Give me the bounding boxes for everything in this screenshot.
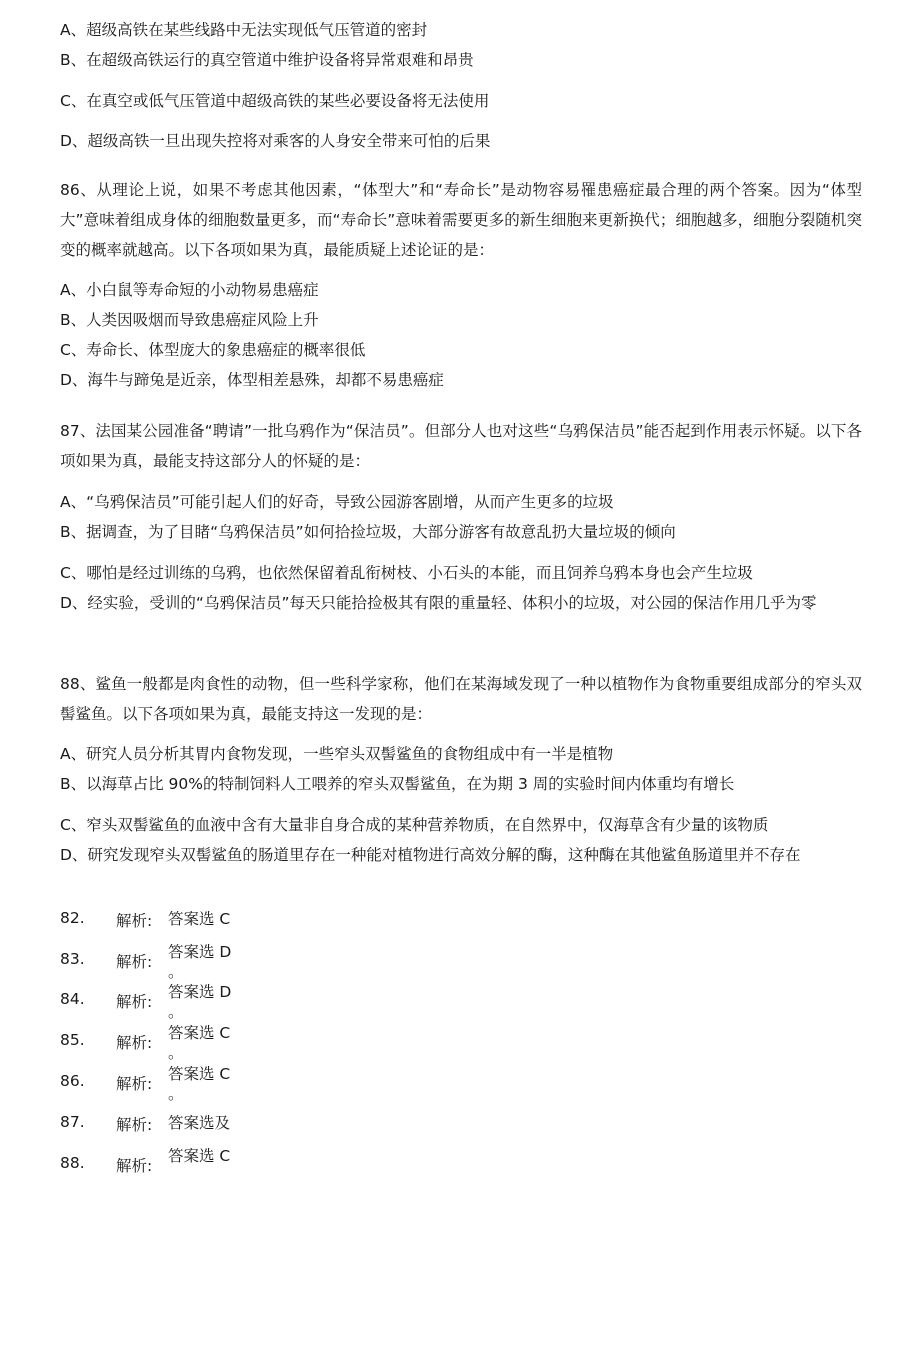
q87-option-c: C、哪怕是经过训练的乌鸦，也依然保留着乱衔树枝、小石头的本能，而且饲养乌鸦本身也会产生垃圾: [60, 564, 753, 582]
q85-option-b: B、在超级高铁运行的真空管道中维护设备将异常艰难和昂贵: [60, 51, 474, 69]
answer-label: 解析:: [116, 912, 153, 930]
answer-row: [60, 1146, 360, 1186]
q86-stem: 86、从理论上说，如果不考虑其他因素，“体型大”和“寿命长”是动物容易罹患癌症最合理的两个答案。因为“体型大”意味着组成身体的细胞数量更多，而“寿命长”意味着需要更多的新生细胞来更新换代；细胞越多，细胞分裂随机突变的概率就越高。以下各项如果为真，最能质疑上述论证的是：: [60, 181, 862, 259]
q86-option-a: A、小白鼠等寿命短的小动物易患癌症: [60, 281, 319, 299]
answer-text: 答案选 C 。: [168, 1024, 231, 1062]
answer-label: 解析:: [116, 953, 153, 971]
answer-row: [60, 1023, 360, 1063]
q86-option-d: D、海牛与蹄兔是近亲，体型相差悬殊，却都不易患癌症: [60, 371, 444, 389]
q88-option-c: C、窄头双髻鲨鱼的血液中含有大量非自身合成的某种营养物质，在自然界中，仅海草含有少量的该物质: [60, 816, 769, 834]
q86-option-c: C、寿命长、体型庞大的象患癌症的概率很低: [60, 341, 366, 359]
answer-row: [60, 942, 360, 982]
answer-row: [60, 901, 360, 941]
answer-label: 解析:: [116, 1075, 153, 1093]
answer-number: 83.: [60, 950, 85, 968]
answer-number: 88.: [60, 1154, 85, 1172]
q87-stem: 87、法国某公园准备“聘请”一批乌鸦作为“保洁员”。但部分人也对这些“乌鸦保洁员”能否起到作用表示怀疑。以下各项如果为真，最能支持这部分人的怀疑的是：: [60, 422, 862, 470]
answer-text: 答案选 C: [168, 1147, 231, 1165]
answer-label: 解析:: [116, 1034, 153, 1052]
q88-option-a: A、研究人员分析其胃内食物发现，一些窄头双髻鲨鱼的食物组成中有一半是植物: [60, 745, 614, 763]
answer-label: 解析:: [116, 993, 153, 1011]
answer-label: 解析:: [116, 1157, 153, 1175]
q88-stem: 88、鲨鱼一般都是肉食性的动物，但一些科学家称，他们在某海域发现了一种以植物作为食物重要组成部分的窄头双髻鲨鱼。以下各项如果为真，最能支持这一发现的是：: [60, 675, 862, 723]
answer-row: [60, 1064, 360, 1104]
answer-number: 82.: [60, 909, 85, 927]
q87-option-d: D、经实验，受训的“乌鸦保洁员”每天只能拾捡极其有限的重量轻、体积小的垃圾，对公园的保洁作用几乎为零: [60, 594, 817, 612]
answer-number: 87.: [60, 1113, 85, 1131]
answer-number: 84.: [60, 990, 85, 1008]
q88-option-b: B、以海草占比 90%的特制饲料人工喂养的窄头双髻鲨鱼，在为期 3 周的实验时间内体重均有增长: [60, 775, 735, 793]
answer-text: 答案选 C 。: [168, 1065, 231, 1103]
q88-option-d: D、研究发现窄头双髻鲨鱼的肠道里存在一种能对植物进行高效分解的酶，这种酶在其他鲨鱼肠道里并不存在: [60, 846, 801, 864]
answer-number: 85.: [60, 1031, 85, 1049]
q87-option-b: B、据调查，为了目睹“乌鸦保洁员”如何拾捡垃圾，大部分游客有故意乱扔大量垃圾的倾向: [60, 523, 676, 541]
q85-option-a: A、超级高铁在某些线路中无法实现低气压管道的密封: [60, 21, 428, 39]
answer-row: [60, 1105, 360, 1145]
q85-option-c: C、在真空或低气压管道中超级高铁的某些必要设备将无法使用: [60, 92, 490, 110]
answer-text: 答案选 C: [168, 910, 231, 928]
q85-option-d: D、超级高铁一旦出现失控将对乘客的人身安全带来可怕的后果: [60, 132, 491, 150]
answer-row: [60, 982, 360, 1022]
q86-option-b: B、人类因吸烟而导致患癌症风险上升: [60, 311, 319, 329]
answer-label: 解析:: [116, 1116, 153, 1134]
q87-option-a: A、“乌鸦保洁员”可能引起人们的好奇，导致公园游客剧增，从而产生更多的垃圾: [60, 493, 614, 511]
answer-text: 答案选 D 。: [168, 983, 232, 1021]
answer-text: 答案选 D 。: [168, 943, 232, 981]
answer-number: 86.: [60, 1072, 85, 1090]
answer-text: 答案选及: [168, 1114, 231, 1132]
